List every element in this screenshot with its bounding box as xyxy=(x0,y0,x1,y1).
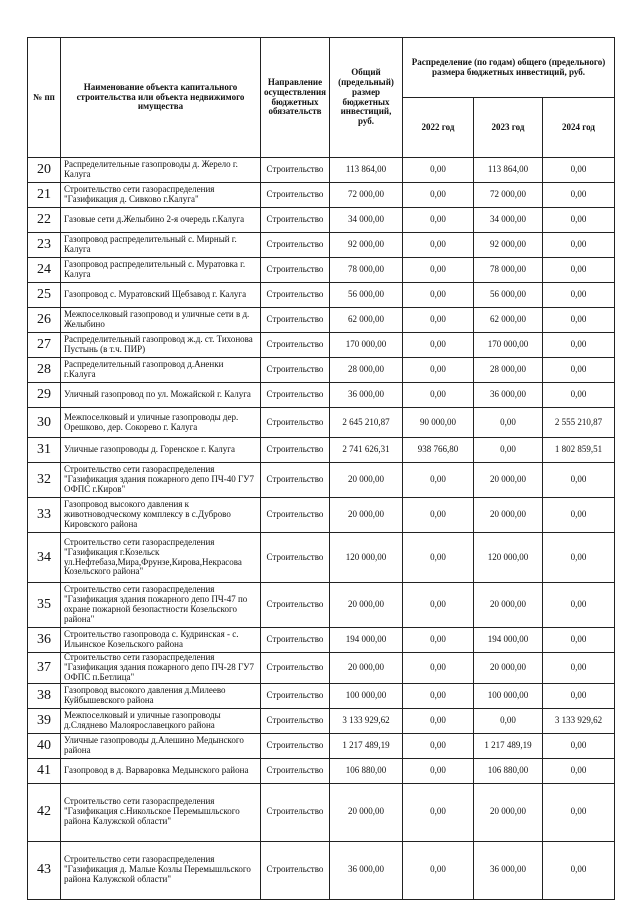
amount-2023: 78 000,00 xyxy=(474,258,543,283)
row-number: 24 xyxy=(28,258,61,283)
direction: Строительство xyxy=(261,628,330,653)
table-row xyxy=(28,383,615,408)
object-name: Распределительные газопроводы д. Жерело г. Калуга xyxy=(61,158,261,183)
row-number: 23 xyxy=(28,233,61,258)
total-amount: 56 000,00 xyxy=(330,283,403,308)
amount-2022: 0,00 xyxy=(403,498,474,533)
amount-2024: 0,00 xyxy=(543,733,615,758)
table-row xyxy=(28,683,615,708)
total-amount: 36 000,00 xyxy=(330,841,403,899)
object-name: Распределительный газопровод д.Аненки г.Калуга xyxy=(61,358,261,383)
row-number: 43 xyxy=(28,841,61,899)
amount-2024: 0,00 xyxy=(543,628,615,653)
total-amount: 2 645 210,87 xyxy=(330,408,403,438)
object-name: Газопровод распределительный с. Муратовка г. Калуга xyxy=(61,258,261,283)
total-amount: 20 000,00 xyxy=(330,653,403,684)
direction: Строительство xyxy=(261,733,330,758)
table-row xyxy=(28,258,615,283)
amount-2024: 0,00 xyxy=(543,233,615,258)
amount-2024: 3 133 929,62 xyxy=(543,708,615,733)
direction: Строительство xyxy=(261,208,330,233)
amount-2023: 20 000,00 xyxy=(474,783,543,841)
amount-2022: 0,00 xyxy=(403,628,474,653)
header-direction: Направление осуществления бюджетных обязательств xyxy=(261,38,330,158)
direction: Строительство xyxy=(261,783,330,841)
amount-2024: 0,00 xyxy=(543,533,615,583)
object-name: Строительство сети газораспределения "Газификация здания пожарного депо ПЧ-28 ГУ7 ОФПС п.Бетлица" xyxy=(61,653,261,684)
table-header xyxy=(28,38,615,158)
amount-2024: 0,00 xyxy=(543,583,615,628)
amount-2024: 0,00 xyxy=(543,208,615,233)
amount-2023: 1 217 489,19 xyxy=(474,733,543,758)
total-amount: 1 217 489,19 xyxy=(330,733,403,758)
table-row xyxy=(28,783,615,841)
direction: Строительство xyxy=(261,841,330,899)
row-number: 27 xyxy=(28,333,61,358)
amount-2022: 0,00 xyxy=(403,208,474,233)
amount-2022: 0,00 xyxy=(403,358,474,383)
table-row xyxy=(28,183,615,208)
amount-2024: 2 555 210,87 xyxy=(543,408,615,438)
amount-2023: 72 000,00 xyxy=(474,183,543,208)
amount-2023: 20 000,00 xyxy=(474,498,543,533)
direction: Строительство xyxy=(261,358,330,383)
row-number: 25 xyxy=(28,283,61,308)
object-name: Газопровод высокого давления д.Милеево Куйбышевского района xyxy=(61,683,261,708)
amount-2022: 0,00 xyxy=(403,708,474,733)
row-number: 37 xyxy=(28,653,61,684)
amount-2024: 0,00 xyxy=(543,783,615,841)
direction: Строительство xyxy=(261,333,330,358)
amount-2022: 938 766,80 xyxy=(403,438,474,463)
amount-2023: 170 000,00 xyxy=(474,333,543,358)
amount-2024: 0,00 xyxy=(543,258,615,283)
total-amount: 20 000,00 xyxy=(330,498,403,533)
amount-2023: 36 000,00 xyxy=(474,383,543,408)
direction: Строительство xyxy=(261,653,330,684)
direction: Строительство xyxy=(261,463,330,498)
table-row xyxy=(28,708,615,733)
amount-2023: 20 000,00 xyxy=(474,653,543,684)
amount-2023: 56 000,00 xyxy=(474,283,543,308)
total-amount: 3 133 929,62 xyxy=(330,708,403,733)
amount-2022: 0,00 xyxy=(403,583,474,628)
amount-2022: 0,00 xyxy=(403,233,474,258)
header-distribution: Распределение (по годам) общего (предельного) размера бюджетных инвестиций, руб. xyxy=(403,38,615,98)
amount-2023: 20 000,00 xyxy=(474,463,543,498)
object-name: Газопровод высокого давления к животноводческому комплексу в с.Дуброво Кировского района xyxy=(61,498,261,533)
direction: Строительство xyxy=(261,258,330,283)
amount-2023: 0,00 xyxy=(474,408,543,438)
total-amount: 34 000,00 xyxy=(330,208,403,233)
object-name: Строительство газопровода с. Кудринская - с. Ильинское Козельского района xyxy=(61,628,261,653)
object-name: Межпоселковый и уличные газопроводы дер. Орешково, дер. Сокорево г. Калуга xyxy=(61,408,261,438)
object-name: Газопровод распределительный с. Мирный г. Калуга xyxy=(61,233,261,258)
table-row xyxy=(28,438,615,463)
table-row xyxy=(28,233,615,258)
header-year-2022: 2022 год xyxy=(403,98,474,158)
table-row xyxy=(28,498,615,533)
table-row xyxy=(28,283,615,308)
amount-2022: 0,00 xyxy=(403,653,474,684)
amount-2022: 0,00 xyxy=(403,733,474,758)
budget-investment-table xyxy=(27,37,615,900)
amount-2024: 0,00 xyxy=(543,683,615,708)
object-name: Распределительный газопровод ж.д. ст. Тихонова Пустынь (в т.ч. ПИР) xyxy=(61,333,261,358)
total-amount: 113 864,00 xyxy=(330,158,403,183)
amount-2022: 0,00 xyxy=(403,333,474,358)
amount-2023: 106 880,00 xyxy=(474,758,543,783)
amount-2024: 0,00 xyxy=(543,758,615,783)
object-name: Межпоселковый газопровод и уличные сети в д. Желыбино xyxy=(61,308,261,333)
direction: Строительство xyxy=(261,438,330,463)
table-row xyxy=(28,158,615,183)
amount-2024: 0,00 xyxy=(543,498,615,533)
amount-2023: 100 000,00 xyxy=(474,683,543,708)
table-row xyxy=(28,841,615,899)
total-amount: 92 000,00 xyxy=(330,233,403,258)
amount-2023: 0,00 xyxy=(474,708,543,733)
object-name: Межпоселковый и уличные газопроводы д.Сляднево Малоярославецкого района xyxy=(61,708,261,733)
amount-2022: 0,00 xyxy=(403,183,474,208)
direction: Строительство xyxy=(261,583,330,628)
table-row xyxy=(28,463,615,498)
direction: Строительство xyxy=(261,308,330,333)
total-amount: 72 000,00 xyxy=(330,183,403,208)
amount-2023: 194 000,00 xyxy=(474,628,543,653)
direction: Строительство xyxy=(261,383,330,408)
amount-2023: 20 000,00 xyxy=(474,583,543,628)
object-name: Газовые сети д.Желыбино 2-я очередь г.Калуга xyxy=(61,208,261,233)
table-row xyxy=(28,333,615,358)
amount-2023: 28 000,00 xyxy=(474,358,543,383)
header-total: Общий (предельный) размер бюджетных инвестиций, руб. xyxy=(330,38,403,158)
row-number: 21 xyxy=(28,183,61,208)
amount-2023: 120 000,00 xyxy=(474,533,543,583)
amount-2022: 0,00 xyxy=(403,463,474,498)
total-amount: 36 000,00 xyxy=(330,383,403,408)
object-name: Уличные газопроводы д.Алешино Медынского района xyxy=(61,733,261,758)
object-name: Газопровод в д. Варваровка Медынского района xyxy=(61,758,261,783)
amount-2024: 0,00 xyxy=(543,183,615,208)
amount-2022: 0,00 xyxy=(403,841,474,899)
amount-2023: 92 000,00 xyxy=(474,233,543,258)
table-row xyxy=(28,208,615,233)
amount-2022: 0,00 xyxy=(403,683,474,708)
direction: Строительство xyxy=(261,708,330,733)
object-name: Строительство сети газораспределения "Газификация г.Козельск ул.Нефтебаза,Мира,Фрунзе,Кирова,Некрасова Козельского района" xyxy=(61,533,261,583)
object-name: Строительство сети газораспределения "Газификация здания пожарного депо ПЧ-40 ГУ7 ОФПС г.Киров" xyxy=(61,463,261,498)
amount-2023: 113 864,00 xyxy=(474,158,543,183)
row-number: 36 xyxy=(28,628,61,653)
table-body xyxy=(28,158,615,900)
amount-2022: 0,00 xyxy=(403,158,474,183)
table-row xyxy=(28,758,615,783)
row-number: 41 xyxy=(28,758,61,783)
total-amount: 100 000,00 xyxy=(330,683,403,708)
header-num: № пп xyxy=(28,38,61,158)
direction: Строительство xyxy=(261,408,330,438)
amount-2024: 1 802 859,51 xyxy=(543,438,615,463)
amount-2024: 0,00 xyxy=(543,463,615,498)
object-name: Строительство сети газораспределения "Газификация здания пожарного депо ПЧ-47 по охране пожарной безопастности Козельского района" xyxy=(61,583,261,628)
total-amount: 2 741 626,31 xyxy=(330,438,403,463)
amount-2022: 0,00 xyxy=(403,783,474,841)
header-year-2024: 2024 год xyxy=(543,98,615,158)
amount-2022: 0,00 xyxy=(403,283,474,308)
total-amount: 28 000,00 xyxy=(330,358,403,383)
row-number: 40 xyxy=(28,733,61,758)
total-amount: 20 000,00 xyxy=(330,583,403,628)
row-number: 30 xyxy=(28,408,61,438)
amount-2024: 0,00 xyxy=(543,841,615,899)
amount-2022: 0,00 xyxy=(403,758,474,783)
total-amount: 20 000,00 xyxy=(330,783,403,841)
table-row xyxy=(28,628,615,653)
amount-2024: 0,00 xyxy=(543,383,615,408)
row-number: 34 xyxy=(28,533,61,583)
table-row xyxy=(28,533,615,583)
object-name: Уличный газопровод по ул. Можайской г. Калуга xyxy=(61,383,261,408)
direction: Строительство xyxy=(261,533,330,583)
amount-2023: 34 000,00 xyxy=(474,208,543,233)
object-name: Строительство сети газораспределения "Газификация с.Никольское Перемышльского района Калужской области" xyxy=(61,783,261,841)
amount-2023: 0,00 xyxy=(474,438,543,463)
amount-2023: 36 000,00 xyxy=(474,841,543,899)
amount-2024: 0,00 xyxy=(543,358,615,383)
object-name: Газопровод с. Муратовский Щебзавод г. Калуга xyxy=(61,283,261,308)
row-number: 31 xyxy=(28,438,61,463)
row-number: 20 xyxy=(28,158,61,183)
amount-2024: 0,00 xyxy=(543,653,615,684)
header-year-2023: 2023 год xyxy=(474,98,543,158)
row-number: 38 xyxy=(28,683,61,708)
table-row xyxy=(28,583,615,628)
table-row xyxy=(28,408,615,438)
row-number: 39 xyxy=(28,708,61,733)
row-number: 26 xyxy=(28,308,61,333)
direction: Строительство xyxy=(261,183,330,208)
object-name: Строительство сети газораспределения "Газификация д. Сивково г.Калуга" xyxy=(61,183,261,208)
row-number: 32 xyxy=(28,463,61,498)
direction: Строительство xyxy=(261,758,330,783)
total-amount: 106 880,00 xyxy=(330,758,403,783)
row-number: 42 xyxy=(28,783,61,841)
total-amount: 78 000,00 xyxy=(330,258,403,283)
object-name: Уличные газопроводы д. Горенское г. Калуга xyxy=(61,438,261,463)
row-number: 35 xyxy=(28,583,61,628)
amount-2022: 0,00 xyxy=(403,383,474,408)
row-number: 28 xyxy=(28,358,61,383)
table-row xyxy=(28,653,615,684)
amount-2022: 0,00 xyxy=(403,308,474,333)
total-amount: 62 000,00 xyxy=(330,308,403,333)
table-row xyxy=(28,733,615,758)
total-amount: 194 000,00 xyxy=(330,628,403,653)
table-row xyxy=(28,358,615,383)
row-number: 33 xyxy=(28,498,61,533)
direction: Строительство xyxy=(261,683,330,708)
direction: Строительство xyxy=(261,158,330,183)
row-number: 22 xyxy=(28,208,61,233)
amount-2024: 0,00 xyxy=(543,308,615,333)
object-name: Строительство сети газораспределения "Газификация д. Малые Козлы Перемышльского района Калужской области" xyxy=(61,841,261,899)
direction: Строительство xyxy=(261,283,330,308)
amount-2023: 62 000,00 xyxy=(474,308,543,333)
amount-2022: 0,00 xyxy=(403,533,474,583)
amount-2024: 0,00 xyxy=(543,333,615,358)
row-number: 29 xyxy=(28,383,61,408)
amount-2024: 0,00 xyxy=(543,158,615,183)
direction: Строительство xyxy=(261,233,330,258)
total-amount: 120 000,00 xyxy=(330,533,403,583)
direction: Строительство xyxy=(261,498,330,533)
header-object-name: Наименование объекта капитального строительства или объекта недвижимого имущества xyxy=(61,38,261,158)
amount-2022: 0,00 xyxy=(403,258,474,283)
total-amount: 20 000,00 xyxy=(330,463,403,498)
total-amount: 170 000,00 xyxy=(330,333,403,358)
amount-2024: 0,00 xyxy=(543,283,615,308)
table-row xyxy=(28,308,615,333)
amount-2022: 90 000,00 xyxy=(403,408,474,438)
